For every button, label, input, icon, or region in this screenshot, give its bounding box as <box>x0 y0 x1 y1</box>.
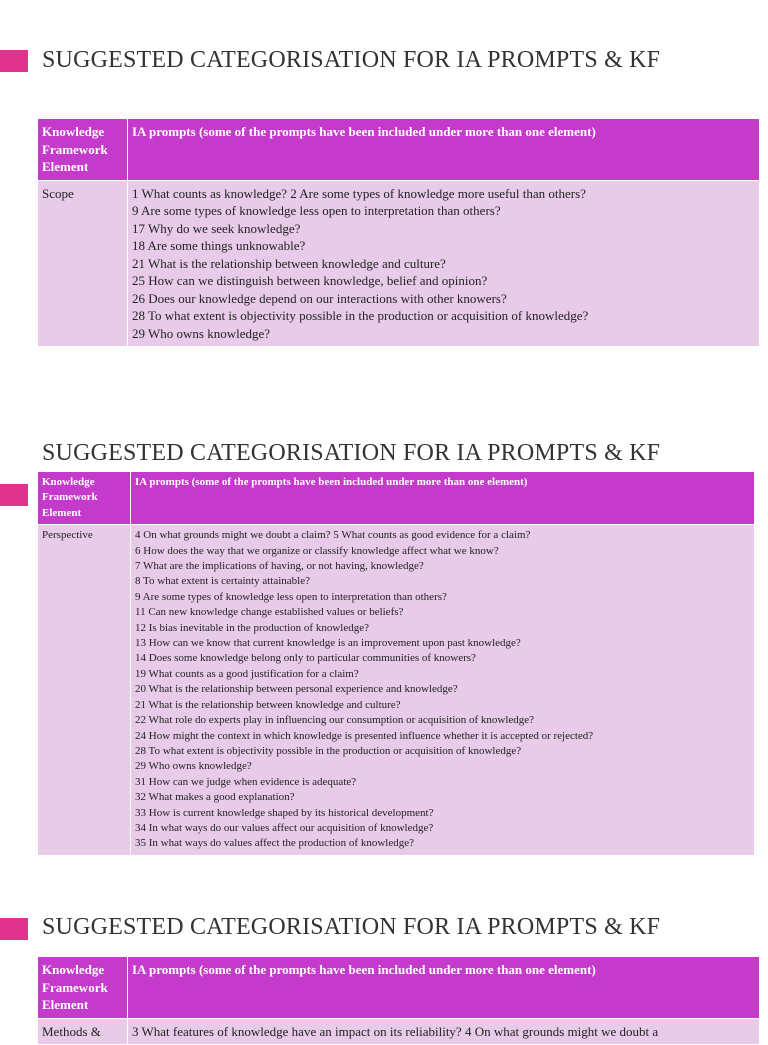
prompt-line: 25 How can we distinguish between knowledge, belief and opinion? <box>132 273 488 288</box>
table-header-row <box>38 119 760 181</box>
slide-title: SUGGESTED CATEGORISATION FOR IA PROMPTS & KF <box>42 47 661 73</box>
prompt-line: 28 To what extent is objectivity possible in the production or acquisition of knowledge? <box>135 744 522 757</box>
prompt-line: 26 Does our knowledge depend on our interactions with other knowers? <box>132 290 507 306</box>
prompt-line: 20 What is the relationship between personal experience and knowledge? <box>135 683 458 696</box>
prompt-line: 17 Why do we seek knowledge? <box>132 220 301 236</box>
prompt-line: 29 Who owns knowledge? <box>135 760 252 773</box>
prompt-line: 14 Does some knowledge belong only to particular communities of knowers? <box>135 652 476 665</box>
prompt-line: 32 What makes a good explanation? <box>135 791 295 804</box>
slide-accent-bar <box>0 918 28 940</box>
prompt-line: 29 Who owns knowledge? <box>132 325 271 341</box>
table-header-row <box>38 472 755 525</box>
prompt-line: 4 On what grounds might we doubt a claim? 5 What counts as good evidence for a claim? <box>135 529 531 542</box>
prompt-line: 8 To what extent is certainty attainable? <box>135 575 310 588</box>
slide-title: SUGGESTED CATEGORISATION FOR IA PROMPTS & KF <box>42 440 661 466</box>
table-row <box>38 1018 760 1045</box>
slide-accent-bar <box>0 484 28 506</box>
prompt-line: 28 To what extent is objectivity possible in the production or acquisition of knowledge? <box>132 308 589 323</box>
prompt-line: 6 How does the way that we organize or classify knowledge affect what we know? <box>135 544 499 557</box>
prompt-line: 31 How can we judge when evidence is adequate? <box>135 775 357 788</box>
prompt-line: 9 Are some types of knowledge less open to interpretation than others? <box>132 203 501 218</box>
prompt-line: 11 Can new knowledge change established values or beliefs? <box>135 606 404 619</box>
header-knowledge-framework-element: Knowledge Framework Element <box>38 472 131 525</box>
slide-accent-bar <box>0 50 28 72</box>
table-header-row <box>38 957 760 1019</box>
header-ia-prompts: IA prompts (some of the prompts have been included under more than one element) <box>128 119 760 181</box>
categorisation-table <box>37 956 760 1045</box>
header-ia-prompts: IA prompts (some of the prompts have been included under more than one element) <box>128 957 760 1019</box>
prompt-line: 21 What is the relationship between knowledge and culture? <box>135 698 401 711</box>
prompt-line: 22 What role do experts play in influencing our consumption or acquisition of knowledge? <box>135 714 535 727</box>
prompt-line: 33 How is current knowledge shaped by its historical development? <box>135 806 434 819</box>
table-row <box>38 525 755 856</box>
prompt-line: 35 In what ways do values affect the production of knowledge? <box>135 837 414 850</box>
prompt-line: 18 Are some things unknowable? <box>132 238 306 253</box>
prompt-line: 1 What counts as knowledge? 2 Are some types of knowledge more useful than others? <box>132 185 586 201</box>
header-knowledge-framework-element: Knowledge Framework Element <box>38 119 128 181</box>
prompt-line: 24 How might the context in which knowledge is presented influence whether it is accepted or rejected? <box>135 729 594 742</box>
element-cell: Methods & <box>38 1018 128 1045</box>
element-cell: Perspective <box>38 525 131 856</box>
prompts-cell <box>131 525 755 856</box>
prompt-line: 12 Is bias inevitable in the production of knowledge? <box>135 621 369 634</box>
prompt-line: 19 What counts as a good justification for a claim? <box>135 667 359 680</box>
categorisation-table <box>37 118 760 347</box>
element-cell: Scope <box>38 180 128 347</box>
prompt-line: 7 What are the implications of having, or not having, knowledge? <box>135 560 424 573</box>
prompt-line: 3 What features of knowledge have an impact on its reliability? 4 On what grounds might we doubt a <box>132 1023 659 1039</box>
header-knowledge-framework-element: Knowledge Framework Element <box>38 957 128 1019</box>
prompts-cell <box>128 180 760 347</box>
prompt-line: 13 How can we know that current knowledge is an improvement upon past knowledge? <box>135 637 521 650</box>
categorisation-table <box>37 471 755 856</box>
header-ia-prompts: IA prompts (some of the prompts have been included under more than one element) <box>131 472 755 525</box>
prompt-line: 21 What is the relationship between knowledge and culture? <box>132 255 446 271</box>
table-row <box>38 180 760 347</box>
prompt-line: 9 Are some types of knowledge less open to interpretation than others? <box>135 590 447 603</box>
slide-title: SUGGESTED CATEGORISATION FOR IA PROMPTS & KF <box>42 914 661 940</box>
prompt-line: 34 In what ways do our values affect our acquisition of knowledge? <box>135 821 434 834</box>
prompts-cell <box>128 1018 760 1045</box>
